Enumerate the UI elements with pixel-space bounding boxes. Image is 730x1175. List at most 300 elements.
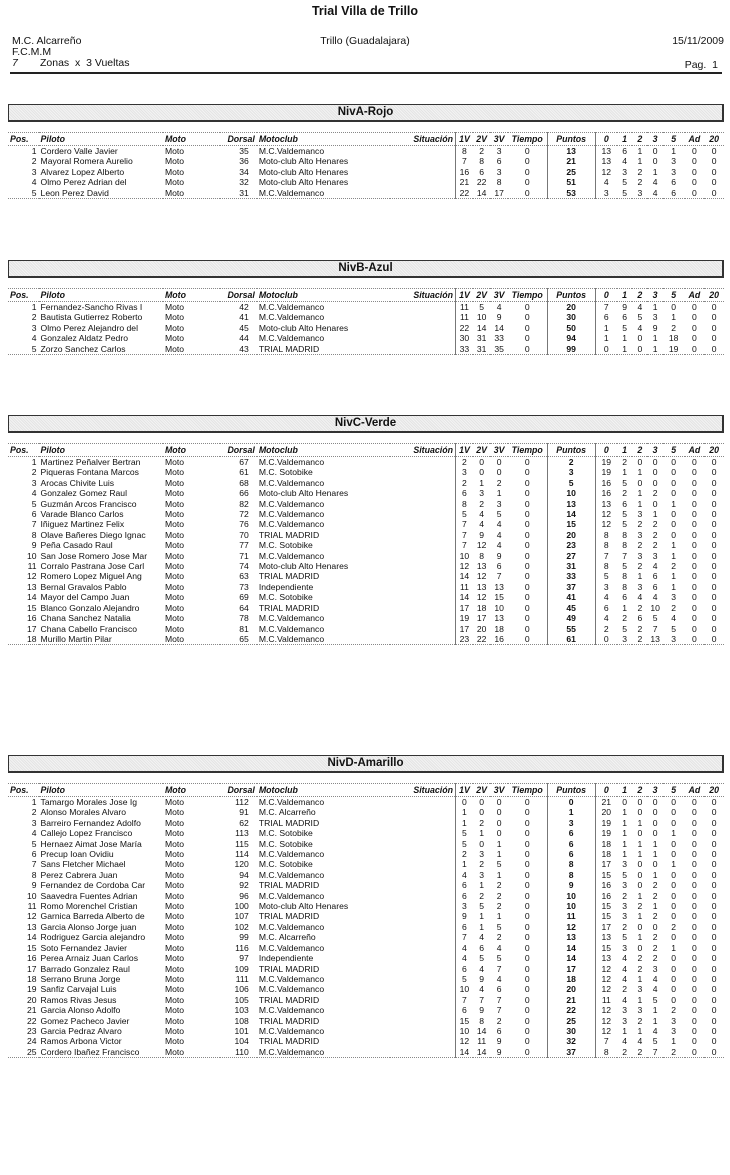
cell-tiempo: 0 bbox=[524, 488, 530, 499]
cell-moto: Moto bbox=[164, 457, 185, 467]
cell-tiempo: 0 bbox=[524, 571, 530, 582]
cell-ad: 0 bbox=[692, 302, 697, 312]
cell-moto: Moto bbox=[164, 859, 185, 870]
cell-3: 0 bbox=[652, 477, 658, 488]
cell-situacin bbox=[390, 603, 455, 613]
cell-2v: 4 bbox=[479, 963, 485, 974]
cell-pos: 6 bbox=[31, 849, 37, 860]
cell-dorsal: 74 bbox=[239, 561, 249, 572]
table-row bbox=[8, 156, 724, 166]
cell-5: 1 bbox=[671, 942, 677, 953]
cell-ad: 0 bbox=[692, 963, 697, 974]
cell-tiempo: 0 bbox=[524, 849, 530, 860]
cell-puntos: 15 bbox=[547, 519, 595, 529]
cell-ad: 0 bbox=[692, 177, 697, 188]
cell-2v: 12 bbox=[476, 592, 487, 603]
cell-motoclub: TRIAL MADRID bbox=[258, 963, 320, 974]
cell-1v: 16 bbox=[455, 167, 472, 177]
cell-1v: 4 bbox=[455, 953, 472, 963]
cell-dorsal: 94 bbox=[239, 869, 249, 880]
table-row bbox=[8, 488, 724, 498]
category-banner: NivA-Rojo bbox=[8, 104, 724, 122]
cell-ad: 0 bbox=[692, 156, 697, 167]
table-row bbox=[8, 312, 724, 322]
cell-5: 1 bbox=[671, 312, 677, 323]
cell-pos: 7 bbox=[31, 859, 37, 870]
cell-moto: Moto bbox=[164, 838, 185, 849]
cell-motoclub: M.C.Valdemanco bbox=[258, 973, 325, 984]
cell-dorsal: 111 bbox=[235, 973, 249, 984]
cell-situacin bbox=[390, 478, 455, 488]
column-header: 3V bbox=[490, 133, 507, 146]
cell-2: 2 bbox=[632, 1047, 647, 1058]
cell-2: 1 bbox=[637, 571, 643, 582]
cell-3v: 5 bbox=[496, 953, 502, 964]
cell-2: 2 bbox=[637, 901, 643, 912]
cell-2: 0 bbox=[637, 921, 643, 932]
cell-ad: 0 bbox=[692, 333, 697, 344]
cell-1: 5 bbox=[617, 188, 632, 199]
cell-3v: 1 bbox=[496, 911, 502, 922]
table-row bbox=[8, 1036, 724, 1046]
cell-3: 6 bbox=[652, 571, 658, 582]
cell-dorsal: 101 bbox=[234, 1025, 249, 1036]
cell-1v: 6 bbox=[455, 964, 472, 974]
column-header: 1V bbox=[455, 133, 472, 146]
cell-3: 5 bbox=[652, 994, 658, 1005]
column-header: 2V bbox=[473, 444, 490, 457]
cell-20: 0 bbox=[711, 529, 717, 540]
cell-dorsal: 81 bbox=[239, 623, 249, 634]
cell-pos: 10 bbox=[26, 550, 37, 561]
cell-pos: 18 bbox=[26, 973, 37, 984]
cell-piloto: Piqueras Fontana Marcos bbox=[40, 467, 139, 478]
cell-tiempo: 0 bbox=[524, 519, 530, 530]
cell-motoclub: TRIAL MADRID bbox=[258, 1015, 320, 1026]
cell-motoclub: M.C. Sotobike bbox=[258, 838, 313, 849]
column-header: Pos. bbox=[8, 289, 39, 302]
cell-2v: 11 bbox=[477, 1036, 487, 1047]
cell-5: 0 bbox=[671, 509, 677, 520]
cell-situacin bbox=[390, 964, 455, 974]
column-header: 2V bbox=[473, 784, 490, 797]
cell-0: 4 bbox=[595, 592, 617, 602]
cell-3: 5 bbox=[652, 1036, 658, 1047]
cell-3v: 0 bbox=[496, 467, 502, 478]
cell-2: 0 bbox=[637, 859, 643, 870]
table-row bbox=[8, 530, 724, 540]
cell-1v: 3 bbox=[455, 901, 472, 911]
cell-0: 20 bbox=[595, 807, 617, 817]
cell-0: 12 bbox=[595, 1026, 617, 1036]
table-row bbox=[8, 870, 724, 880]
table-row bbox=[8, 953, 724, 963]
cell-2: 0 bbox=[637, 477, 643, 488]
cell-20: 0 bbox=[711, 963, 717, 974]
cell-piloto: Bautista Gutierrez Roberto bbox=[40, 312, 143, 323]
cell-dorsal: 42 bbox=[239, 302, 249, 312]
cell-2v: 9 bbox=[479, 973, 485, 984]
cell-ad: 0 bbox=[692, 942, 697, 953]
cell-1: 0 bbox=[622, 797, 627, 807]
cell-20: 0 bbox=[711, 1025, 717, 1036]
column-header: Tiempo bbox=[508, 784, 547, 797]
cell-ad: 0 bbox=[692, 1025, 697, 1036]
table-row bbox=[8, 519, 724, 529]
cell-3v: 7 bbox=[496, 571, 502, 582]
cell-pos: 9 bbox=[31, 880, 37, 891]
cell-20: 0 bbox=[711, 602, 717, 613]
cell-2v: 1 bbox=[479, 828, 485, 839]
cell-piloto: Soto Fernandez Javier bbox=[40, 942, 128, 953]
cell-motoclub: M.C.Valdemanco bbox=[257, 634, 390, 645]
cell-piloto: Sans Fletcher Michael bbox=[40, 859, 126, 870]
cell-3v: 5 bbox=[496, 921, 502, 932]
cell-1v: 2 bbox=[455, 457, 472, 468]
cell-2v: 12 bbox=[476, 571, 487, 582]
organizer: M.C. Alcarreño bbox=[12, 35, 82, 47]
cell-pos: 1 bbox=[31, 797, 37, 807]
cell-ad: 0 bbox=[692, 477, 697, 488]
cell-moto: Moto bbox=[164, 509, 185, 520]
cell-2: 2 bbox=[637, 602, 643, 613]
cell-piloto: Olave Bañeres Diego Ignac bbox=[40, 529, 146, 540]
table-row bbox=[8, 613, 724, 623]
cell-0: 3 bbox=[595, 188, 617, 199]
cell-situacin bbox=[390, 571, 455, 581]
cell-2: 1 bbox=[637, 146, 643, 156]
cell-2: 1 bbox=[637, 838, 643, 849]
cell-0: 7 bbox=[595, 302, 617, 313]
cell-2: 0 bbox=[637, 869, 643, 880]
cell-moto: Moto bbox=[164, 602, 185, 613]
cell-situacin bbox=[390, 467, 455, 477]
cell-piloto: Peña Casado Raul bbox=[40, 540, 113, 551]
cell-2: 4 bbox=[637, 322, 643, 333]
table-header-row bbox=[8, 133, 724, 146]
cell-situacin bbox=[390, 188, 455, 199]
column-header: Ad bbox=[685, 289, 705, 302]
cell-ad: 0 bbox=[692, 529, 697, 540]
cell-ad: 0 bbox=[692, 467, 697, 478]
cell-5: 3 bbox=[671, 1015, 677, 1026]
cell-moto: Moto bbox=[164, 519, 185, 530]
cell-motoclub: TRIAL MADRID bbox=[258, 1036, 320, 1047]
cell-tiempo: 0 bbox=[524, 467, 530, 478]
cell-moto: Moto bbox=[164, 849, 185, 860]
cell-motoclub: TRIAL MADRID bbox=[258, 571, 320, 582]
table-row bbox=[8, 849, 724, 859]
cell-puntos: 3 bbox=[547, 818, 595, 828]
cell-piloto: Tamargo Morales Jose Ig bbox=[40, 797, 138, 807]
cell-situacin bbox=[390, 1005, 455, 1015]
cell-3v: 4 bbox=[496, 519, 502, 530]
cell-dorsal: 45 bbox=[239, 322, 249, 333]
column-header: Dorsal bbox=[220, 289, 257, 302]
column-header: 2V bbox=[473, 133, 490, 146]
cell-pos: 16 bbox=[26, 953, 37, 964]
cell-motoclub: TRIAL MADRID bbox=[257, 344, 390, 355]
cell-moto: Moto bbox=[164, 901, 185, 912]
cell-2v: 4 bbox=[479, 984, 485, 995]
table-row bbox=[8, 188, 724, 199]
column-header: 1V bbox=[455, 444, 472, 457]
cell-1: 9 bbox=[622, 302, 627, 312]
cell-20: 0 bbox=[704, 344, 724, 355]
cell-5: 1 bbox=[671, 581, 677, 592]
cell-1: 1 bbox=[622, 849, 627, 860]
cell-pos: 19 bbox=[26, 984, 37, 995]
cell-motoclub: TRIAL MADRID bbox=[258, 529, 320, 540]
cell-0: 12 bbox=[595, 974, 617, 984]
cell-1: 8 bbox=[622, 581, 627, 592]
cell-pos: 6 bbox=[31, 509, 37, 520]
cell-3: 2 bbox=[652, 953, 658, 964]
cell-piloto: Gonzalez Aldatz Pedro bbox=[40, 333, 128, 344]
cell-2: 4 bbox=[637, 592, 643, 603]
cell-3v: 7 bbox=[496, 994, 502, 1005]
cell-tiempo: 0 bbox=[524, 953, 530, 964]
column-header: 0 bbox=[595, 133, 617, 146]
cell-2v: 22 bbox=[473, 634, 490, 645]
cell-0: 12 bbox=[595, 1016, 617, 1026]
cell-piloto: Garcia Pedraz Alvaro bbox=[40, 1025, 122, 1036]
cell-puntos: 27 bbox=[547, 551, 595, 561]
cell-0: 16 bbox=[595, 880, 617, 890]
cell-dorsal: 68 bbox=[239, 477, 249, 488]
cell-situacin bbox=[390, 932, 455, 942]
cell-puntos: 94 bbox=[547, 333, 595, 343]
cell-5: 1 bbox=[671, 550, 677, 561]
cell-1: 3 bbox=[622, 859, 627, 870]
cell-motoclub: M.C. Alcarreño bbox=[258, 807, 316, 818]
cell-puntos: 45 bbox=[547, 603, 595, 613]
category-section bbox=[8, 104, 724, 199]
cell-2v: 1 bbox=[479, 477, 485, 488]
cell-0: 12 bbox=[595, 167, 617, 177]
cell-situacin bbox=[390, 891, 455, 901]
table-row bbox=[8, 943, 724, 953]
table-row bbox=[8, 964, 724, 974]
cell-1v: 22 bbox=[455, 323, 472, 333]
table-row bbox=[8, 592, 724, 602]
cell-ad: 0 bbox=[692, 953, 697, 964]
column-header: 1 bbox=[617, 133, 632, 146]
cell-motoclub: M.C.Valdemanco bbox=[258, 1005, 325, 1016]
cell-20: 0 bbox=[711, 973, 717, 984]
cell-2v: 31 bbox=[476, 333, 487, 344]
column-header: Moto bbox=[163, 444, 220, 457]
cell-tiempo: 0 bbox=[524, 477, 530, 488]
cell-pos: 2 bbox=[31, 312, 37, 323]
cell-piloto: Precup Ioan Ovidiu bbox=[40, 849, 114, 860]
cell-situacin bbox=[390, 613, 455, 623]
cell-0: 1 bbox=[595, 323, 617, 333]
cell-moto: Moto bbox=[164, 166, 185, 177]
cell-1v: 2 bbox=[455, 478, 472, 488]
cell-pos: 16 bbox=[26, 613, 37, 624]
column-header: 3 bbox=[647, 133, 662, 146]
cell-piloto: Cordero Valle Javier bbox=[40, 146, 118, 156]
cell-situacin bbox=[390, 509, 455, 519]
cell-5: 0 bbox=[671, 901, 677, 912]
cell-moto: Moto bbox=[164, 921, 185, 932]
cell-puntos: 33 bbox=[547, 571, 595, 581]
cell-dorsal: 41 bbox=[239, 312, 249, 323]
cell-5: 1 bbox=[671, 828, 677, 839]
cell-1v: 7 bbox=[455, 932, 472, 942]
cell-3v: 0 bbox=[496, 457, 502, 467]
cell-tiempo: 0 bbox=[524, 457, 530, 467]
cell-pos: 3 bbox=[31, 166, 37, 177]
cell-1v: 12 bbox=[455, 1036, 472, 1046]
cell-ad: 0 bbox=[692, 457, 697, 467]
table-row bbox=[8, 540, 724, 550]
cell-ad: 0 bbox=[692, 890, 697, 901]
cell-3: 0 bbox=[652, 467, 658, 478]
cell-0: 12 bbox=[595, 509, 617, 519]
cell-2v: 3 bbox=[479, 849, 485, 860]
cell-puntos: 2 bbox=[547, 457, 595, 468]
cell-3: 0 bbox=[652, 817, 658, 828]
cell-5: 3 bbox=[671, 156, 677, 167]
cell-5: 4 bbox=[671, 613, 677, 624]
column-header: Ad bbox=[685, 133, 705, 146]
cell-moto: Moto bbox=[164, 322, 185, 333]
category-section bbox=[8, 755, 724, 1058]
cell-piloto: Arocas Chivite Luis bbox=[40, 477, 115, 488]
cell-puntos: 8 bbox=[547, 870, 595, 880]
cell-pos: 5 bbox=[8, 344, 39, 355]
cell-1: 4 bbox=[622, 994, 627, 1005]
cell-tiempo: 0 bbox=[524, 592, 530, 603]
cell-pos: 14 bbox=[26, 592, 37, 603]
cell-ad: 0 bbox=[692, 146, 697, 156]
cell-0: 12 bbox=[595, 1005, 617, 1015]
cell-20: 0 bbox=[711, 807, 717, 818]
cell-tiempo: 0 bbox=[508, 634, 547, 645]
column-header: 2 bbox=[632, 784, 647, 797]
column-header: Tiempo bbox=[508, 289, 547, 302]
cell-3v: 0 bbox=[496, 807, 502, 818]
cell-1v: 5 bbox=[455, 839, 472, 849]
table-row bbox=[8, 901, 724, 911]
cell-dorsal: 113 bbox=[235, 828, 249, 839]
column-header: 3 bbox=[647, 784, 662, 797]
cell-piloto: Gomez Pacheco Javier bbox=[40, 1015, 130, 1026]
cell-20: 0 bbox=[711, 932, 717, 943]
cell-1: 8 bbox=[622, 540, 627, 551]
cell-tiempo: 0 bbox=[524, 623, 530, 634]
cell-ad: 0 bbox=[692, 859, 697, 870]
cell-tiempo: 0 bbox=[524, 994, 530, 1005]
cell-tiempo: 0 bbox=[524, 963, 530, 974]
cell-3: 9 bbox=[652, 322, 658, 333]
cell-situacin bbox=[390, 177, 455, 187]
cell-2: 0 bbox=[637, 807, 643, 818]
table-row bbox=[8, 177, 724, 187]
cell-3v: 1 bbox=[496, 488, 502, 499]
cell-1: 5 bbox=[622, 561, 627, 572]
table-row bbox=[8, 634, 724, 645]
cell-tiempo: 0 bbox=[524, 509, 530, 520]
category-banner: NivB-Azul bbox=[8, 260, 724, 278]
cell-5: 19 bbox=[663, 344, 685, 355]
cell-5: 0 bbox=[671, 849, 677, 860]
cell-2v: 3 bbox=[479, 869, 485, 880]
cell-1v: 10 bbox=[455, 984, 472, 994]
cell-puntos: 32 bbox=[547, 1036, 595, 1046]
column-header: 0 bbox=[595, 784, 617, 797]
cell-20: 0 bbox=[711, 890, 717, 901]
cell-dorsal: 116 bbox=[235, 942, 249, 953]
column-header: 2 bbox=[632, 289, 647, 302]
cell-1: 4 bbox=[622, 1036, 627, 1047]
cell-2v: 6 bbox=[479, 942, 485, 953]
cell-puntos: 6 bbox=[547, 828, 595, 838]
cell-20: 0 bbox=[711, 1015, 717, 1026]
cell-motoclub: M.C.Valdemanco bbox=[258, 312, 325, 323]
cell-1: 1 bbox=[622, 333, 627, 344]
cell-tiempo: 0 bbox=[524, 1036, 530, 1047]
cell-puntos: 6 bbox=[547, 839, 595, 849]
cell-0: 7 bbox=[595, 1036, 617, 1046]
cell-dorsal: 32 bbox=[239, 177, 249, 188]
cell-3v: 16 bbox=[490, 634, 507, 645]
cell-ad: 0 bbox=[692, 828, 697, 839]
column-header: Tiempo bbox=[508, 444, 547, 457]
cell-dorsal: 72 bbox=[239, 509, 249, 520]
cell-pos: 5 bbox=[8, 188, 39, 199]
cell-2: 1 bbox=[637, 467, 643, 478]
table-row bbox=[8, 1016, 724, 1026]
cell-5: 2 bbox=[671, 1005, 677, 1016]
cell-3v: 6 bbox=[496, 561, 502, 572]
cell-puntos: 22 bbox=[547, 1005, 595, 1015]
cell-1: 2 bbox=[622, 457, 627, 467]
cell-moto: Moto bbox=[164, 1005, 185, 1016]
table-row bbox=[8, 302, 724, 313]
cell-2v: 8 bbox=[479, 156, 485, 167]
cell-moto: Moto bbox=[164, 550, 185, 561]
cell-moto: Moto bbox=[163, 1047, 220, 1058]
cell-3: 1 bbox=[652, 901, 658, 912]
cell-20: 0 bbox=[711, 498, 717, 509]
column-header: 3V bbox=[490, 444, 507, 457]
table-row bbox=[8, 146, 724, 157]
cell-ad: 0 bbox=[692, 880, 697, 891]
column-header: 20 bbox=[704, 444, 724, 457]
column-header: 20 bbox=[704, 289, 724, 302]
cell-motoclub: M.C. Sotobike bbox=[258, 859, 313, 870]
table-row bbox=[8, 1026, 724, 1036]
cell-1: 2 bbox=[622, 613, 627, 624]
cell-2v: 6 bbox=[479, 166, 485, 177]
cell-1: 5 bbox=[622, 477, 627, 488]
cell-20: 0 bbox=[711, 984, 717, 995]
cell-3v: 2 bbox=[496, 901, 502, 912]
cell-tiempo: 0 bbox=[524, 859, 530, 870]
results-table bbox=[8, 288, 724, 355]
cell-pos: 4 bbox=[31, 177, 37, 188]
cell-3: 4 bbox=[652, 984, 658, 995]
cell-dorsal: 112 bbox=[235, 797, 249, 807]
category-section bbox=[8, 260, 724, 355]
cell-1v: 17 bbox=[455, 624, 472, 634]
cell-3: 1 bbox=[652, 333, 658, 344]
cell-piloto: Zorzo Sanchez Carlos bbox=[39, 344, 163, 355]
cell-2: 2 bbox=[637, 963, 643, 974]
